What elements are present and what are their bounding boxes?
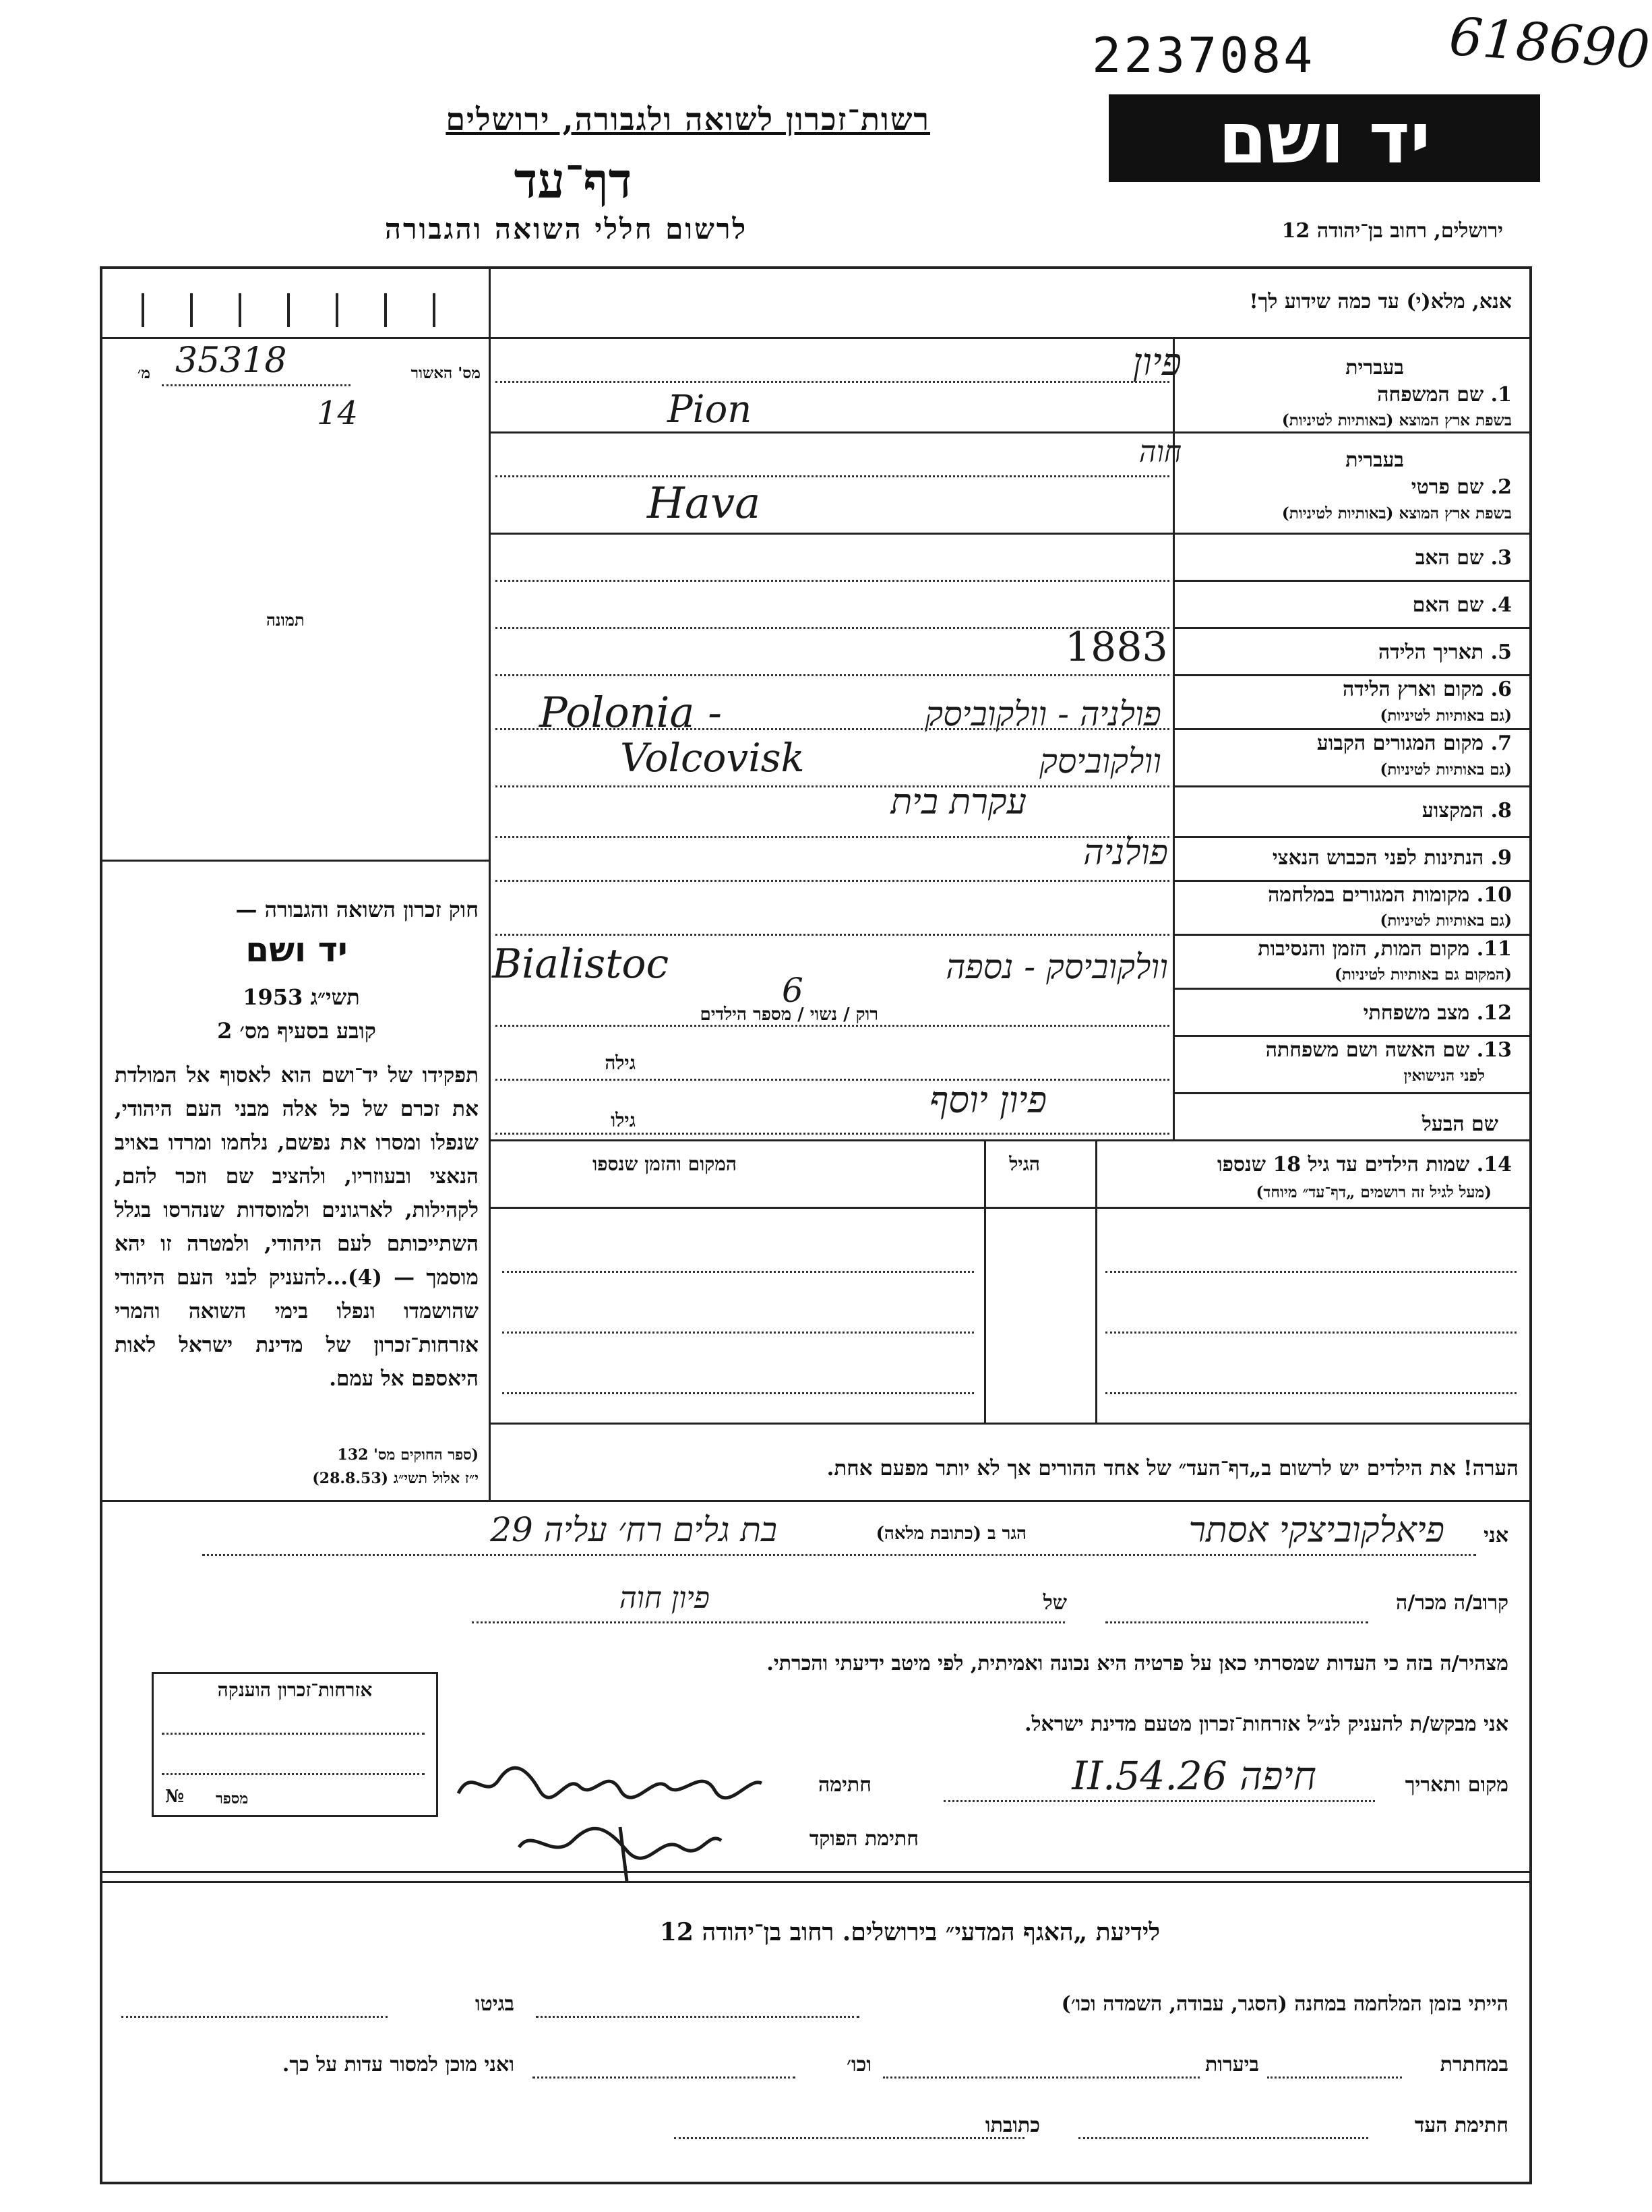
signature-label: חתימה [818,1773,871,1797]
registration-label: מס' האשור [410,364,481,382]
field-12-label: 12. מצב משפחתי [1363,1001,1512,1025]
request-text: אני מבקש/ת להעניק לנ״ל אזרחות־זכרון מטעם מדינת ישראל. [1024,1712,1508,1736]
witness-address: בת גלים רח׳ עליה 29 [490,1510,777,1549]
field-13-label: 13. שם האשה ושם משפחתה [1265,1038,1512,1062]
field-6-value-he: פולניה - וולקוביסק [925,694,1161,734]
registration-ticks [142,293,479,327]
form-title: דף־עד [514,152,632,209]
field-7-value-he: וולקוביסק [1039,742,1161,781]
field-14-label: 14. שמות הילדים עד גיל 18 שנספו [1217,1153,1512,1176]
field-9-value: פולניה [1083,833,1168,873]
field-12-value: 6 [782,971,803,1010]
law-year [115,984,479,1010]
bottom-line3-b: כתובתו [985,2114,1040,2137]
bottom-line2-a: במחתרת [1440,2053,1508,2076]
field-1-label: 1. שם המשפחה [1377,383,1512,407]
witness-name: פיאלקוביצקי אסתר [1188,1510,1444,1551]
citizenship-number-label: מספר [216,1790,249,1807]
field-4-label: 4. שם האם [1412,593,1512,617]
official-signature [512,1814,728,1867]
field-7-sub: (גם באותיות לטיניות) [1380,760,1512,779]
hebrew-label-2: בעברית [1345,448,1404,472]
address: ירושלים, רחוב בן־יהודה 12 [1281,219,1503,243]
document-number: 2237084 [1092,27,1316,84]
field-1-value-he: פיון [1132,340,1182,384]
field-6-label: 6. מקום וארץ הלידה [1342,678,1512,701]
bottom-line1-b: בגיטו [475,1992,514,2016]
field-2-label: 2. שם פרטי [1411,475,1512,499]
bottom-line2-b: ביערות [1204,2053,1259,2076]
citizenship-title: אזרחות־זכרון הוענקה [217,1679,373,1701]
of-label: של [1043,1591,1067,1615]
official-label: חתימת הפוקד [809,1827,919,1851]
col-place-header: המקום והזמן שנספו [592,1153,737,1175]
registration-value: 35318 [175,340,287,381]
field-2-value-latin: Hava [647,479,761,529]
place-date-label: מקום ותאריך [1405,1773,1508,1797]
institution-name: רשות־זכרון לשואה ולגבורה, ירושלים [446,101,930,138]
field-2-sub: בשפת ארץ המוצא (באותיות לטיניות) [1281,504,1512,522]
bottom-line2-d: ואני מוכן למסור עדות על כך. [282,2053,514,2076]
field-6-sub: (גם באותיות לטיניות) [1380,707,1512,725]
law-body: תפקידו של יד־ושם הוא לאסוף אל המולדת את זכרם של כל אלה מבני העם היהודי, שנפלו ומסרו את נפשם, נלחמו ומרדו באויב הנאצי ובעוזריו, ולהציב שם וזכר להם, לקהילות, לארגונים ולמוסדות שנהרסו בגלל השתייכותם לעם היהודי, ולמטרה זו יהא מוסמך — (4)...להעניק לבני העם היהודי שהושמדו ונפלו בימי השואה והמרי אזרחות־זכרון של מדינת ישראל לאות היאספם אל עמם. [115,1063,479,1391]
statement-text: מצהיר/ה בזה כי העדות שמסרתי כאן על פרטיה היא נכונה ואמיתית, לפי מיטב ידיעתי והכרתי. [766,1652,1508,1675]
field-12-sub: רוק / נשוי / מספר הילדים [700,1005,878,1025]
field-13-sub: לפני הנישואין [1403,1067,1485,1085]
witness-signature [452,1753,768,1800]
field-6-value-latin: Polonia - [539,688,723,737]
law-year-number: 1953 [243,984,303,1010]
bottom-line3-a: חתימת העד [1414,2114,1508,2137]
field-10-label: 10. מקומות המגורים במלחמה [1268,883,1512,907]
field-5-label: 5. תאריך הלידה [1378,640,1512,664]
field-11-value-he: וולקוביסק - נספה [946,947,1168,986]
husband-label: שם הבעל [1421,1112,1498,1136]
field-13-age-label: גילה [605,1052,636,1074]
field-7-value-latin: Volcovisk [620,735,805,781]
yad-vashem-logo: יד ושם [1109,94,1540,182]
field-3-label: 3. שם האב [1415,546,1512,570]
field-1-value-latin: Pion [667,388,752,431]
field-11-sub: (המקום גם באותיות לטיניות) [1335,965,1512,984]
col-age-header: הגיל [1009,1153,1040,1175]
law-title: חוק זכרון השואה והגבורה — [235,897,479,922]
photo-label: תמונה [266,610,305,630]
hebrew-label-1: בעברית [1345,356,1404,380]
relative-label: קרוב/ה מכר/ה [1396,1591,1508,1615]
of-value: פיון חוה [619,1581,710,1615]
left-column-divider [489,266,491,1500]
bottom-line2-c: וכו׳ [847,2053,871,2076]
registration-no-label: מ׳ [137,364,150,382]
field-11-value-latin: Bialistoc [492,940,669,988]
handwritten-id: 618690 [1447,6,1652,82]
resides-label: הגר ב (כתובת מלאה) [876,1524,1027,1544]
note-text: הערה! את הילדים יש לרשום ב„דף־העד״ של אחד ההורים אך לא יותר מפעם אחת. [826,1456,1519,1481]
law-ref-2: י״ז אלול תשי״ג (28.8.53) [312,1470,479,1487]
citizenship-no-symbol: № [165,1787,185,1807]
declaration-ani: אני [1483,1524,1508,1547]
field-2-value-he: חוה [1138,435,1182,469]
field-8-label: 8. המקצוע [1421,799,1512,823]
bottom-title: לידיעת „האגף המדעי״ בירושלים. רחוב בן־יהודה 12 [659,1918,1161,1946]
registration-sub-value: 14 [317,394,359,432]
field-10-sub: (גם באותיות לטיניות) [1380,911,1512,930]
field-11-label: 11. מקום המות, הזמן והנסיבות [1258,937,1512,961]
field-14-sub: (מעל לגיל זה רושמים „דף־עד״ מיוחד) [1256,1183,1492,1201]
law-year-he: תשי״ג [310,984,360,1010]
form-subtitle: לרשום חללי השואה והגבורה [384,212,748,245]
bottom-line1-a: הייתי בזמן המלחמה במחנה (הסגר, עבודה, השמדה וכו׳) [1061,1992,1508,2016]
law-ref-1: (ספר החוקים מס' 132 [337,1446,479,1464]
field-9-label: 9. הנתינות לפני הכבוש הנאצי [1272,846,1512,870]
field-1-sub: בשפת ארץ המוצא (באותיות לטיניות) [1281,411,1512,429]
field-5-value: 1883 [1065,624,1168,671]
husband-age-label: גילו [611,1109,636,1131]
field-8-value: עקרת בית [890,782,1027,823]
intro-text: אנא, מלא(י) עד כמה שידוע לך! [1249,290,1512,313]
husband-value: פיון יוסף [929,1079,1047,1121]
law-name: יד ושם [245,930,348,969]
law-clause: קובע בסעיף מס׳ 2 [217,1018,376,1044]
place-date-value: חיפה 26.II.54 [1072,1753,1316,1799]
field-7-label: 7. מקום המגורים הקבוע [1316,731,1512,755]
